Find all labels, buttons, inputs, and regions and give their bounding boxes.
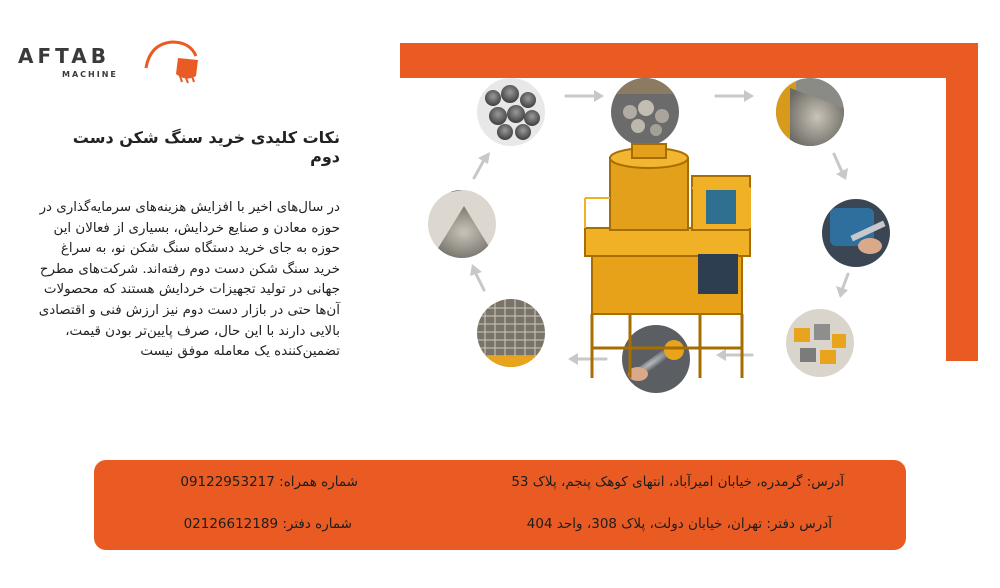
arrow-icon (568, 353, 606, 365)
mobile-label: شماره همراه: (279, 474, 358, 490)
arrow-icon (566, 90, 604, 102)
crusher-hopper-image (611, 78, 679, 146)
hydraulic-cylinder-image (622, 325, 690, 393)
office-phone (184, 516, 352, 532)
spare-parts-image (786, 309, 854, 377)
arrow-icon (716, 90, 754, 102)
brand-name: AFTAB (18, 44, 110, 68)
arrow-icon (836, 274, 848, 298)
arrow-icon (470, 264, 484, 290)
office-address-label: آدرس دفتر: (766, 516, 832, 532)
address-label: آدرس: (806, 474, 844, 490)
mobile-value[interactable]: 09122953217 (180, 474, 275, 490)
motor-maintenance-image (822, 199, 890, 267)
address-value: گرمدره، خیابان امیرآباد، انتهای کوهک پنجم، پلاک 53 (511, 474, 803, 490)
crushed-gravel-pile-image (477, 78, 545, 146)
intro-paragraph: در سال‌های اخیر با افزایش هزینه‌های سرمایه‌گذاری در حوزه معادن و صنایع خردایش، بسیاری از فعالان این حوزه به جای خرید دستگاه سنگ شکن نو، به سراغ خرید سنگ شکن دست دوم رفته‌اند. شرکت‌های مطرح جهانی در تولید تجهیزات خردایش هستند که محصولات آن‌ها حتی در بازار دست دوم نیز ارزش فنی و اقتصادی بالایی دارند با این حال، صرف پایین‌تر بودن قیمت، تضمین‌کننده یک معامله موفق نیست (38, 200, 340, 360)
crushed-aggregate-image (776, 78, 844, 146)
brand-tagline: MACHINE (62, 70, 118, 79)
conveyor-stockpile-image (428, 182, 496, 258)
office-address (527, 516, 832, 532)
office-phone-label: شماره دفتر: (282, 516, 352, 532)
brand-logo (18, 38, 188, 88)
office-address-value: تهران، خیابان دولت، پلاک 308، واحد 404 (526, 516, 763, 532)
office-phone-value[interactable]: 02126612189 (183, 516, 279, 532)
page-title: نکات کلیدی خرید سنگ شکن دست دوم (72, 128, 340, 166)
crusher-cycle-diagram (380, 78, 946, 398)
mobile-number (180, 474, 358, 490)
arrow-icon (716, 349, 752, 361)
excavator-bucket-icon (142, 38, 202, 84)
vibrating-screen-image (477, 299, 545, 367)
factory-address (511, 474, 844, 490)
arrow-icon (474, 152, 490, 178)
contact-bar (94, 460, 906, 550)
arrow-icon (834, 154, 848, 180)
